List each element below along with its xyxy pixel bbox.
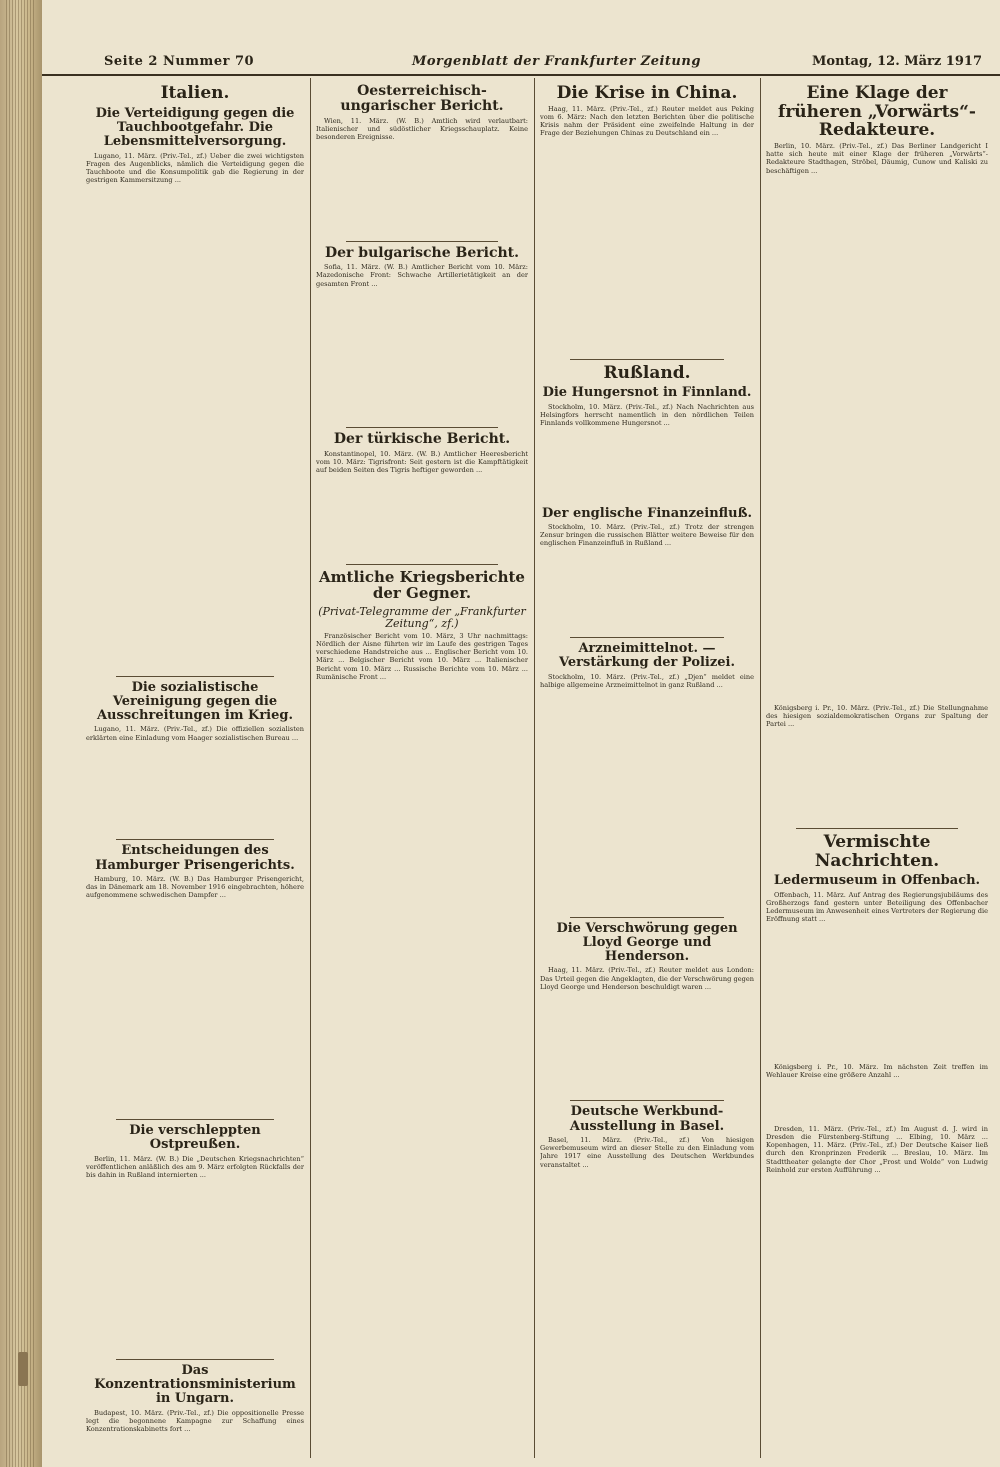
separator	[796, 828, 958, 829]
page-number: Seite 2 Nummer 70	[104, 54, 255, 69]
heading-vermischte: Vermischte Nachrichten.	[814, 832, 940, 871]
heading-klage: Eine Klage der früheren „Vorwärts“-Redakteure.	[778, 83, 976, 141]
article-body	[766, 1063, 988, 1123]
separator	[346, 427, 498, 428]
column-1	[86, 80, 304, 1455]
heading-konzentration: Das Konzentrationsministerium in Ungarn.	[94, 1362, 296, 1407]
column-rule	[310, 78, 311, 1458]
article-body	[316, 632, 528, 1392]
heading-italien: Italien.	[160, 83, 230, 103]
article-text: Stockholm, 10. März. (Priv.-Tel., zf.) „Djen“ meldet eine halbige allgemeine Arzneimittelnot in ganz Rußland ...	[540, 672, 754, 689]
article-text: Französischer Bericht vom 10. März, 3 Uhr nachmittags: Nördlich der Aisne führten wir im Laufe des gestrigen Tages verschiedene Handstreiche aus ... Englischer Bericht vom 10. März ... Belgischer Bericht vom 10. März ... Italienischer Bericht vom 10. März ... Russische Berichte vom 10. März ... Rumänische Front ...	[316, 631, 528, 681]
article-text: Budapest, 10. März. (Priv.-Tel., zf.) Die oppositionelle Presse legt die begonnene Kampagne zur Schaffung eines Konzentrationskabinetts fort ...	[86, 1408, 304, 1433]
article-text: Stockholm, 10. März. (Priv.-Tel., zf.) Trotz der strengen Zensur bringen die russischen Blätter weitere Beweise für den englischen Finanzeinfluß in Rußland ...	[540, 522, 754, 548]
article-body	[766, 1125, 988, 1385]
heading-ostpreussen: Die verschleppten Ostpreußen.	[129, 1123, 261, 1153]
separator	[570, 1100, 724, 1101]
article-body	[766, 704, 988, 824]
article-text: Konstantinopel, 10. März. (W. B.) Amtlicher Heeresbericht vom 10. März: Tigrisfront: Seit gestern ist die Kampftätigkeit auf beiden Seiten des Tigris heftiger geworden ...	[316, 449, 528, 474]
separator	[116, 1359, 274, 1360]
article-body	[540, 523, 754, 633]
article-text: Berlin, 11. März. (W. B.) Die „Deutschen Kriegsnachrichten“ veröffentlichen anläßlich des am 9. März erfolgten Rückfalls der bis dahin in Rußland internierten ...	[86, 1154, 304, 1180]
spine-texture	[6, 0, 36, 1467]
article-text: Haag, 11. März. (Priv.-Tel., zf.) Reuter meldet aus London: Das Urteil gegen die Angeklagten, die der Verschwörung gegen Lloyd George und Henderson beschuldigt waren ...	[540, 966, 754, 991]
separator	[570, 917, 724, 918]
article-body	[86, 152, 304, 672]
heading-werkbund: Deutsche Werkbund-Ausstellung in Basel.	[569, 1104, 725, 1134]
heading-finanzeinfluss: Der englische Finanzeinfluß.	[542, 505, 752, 521]
article-text: Stockholm, 10. März. (Priv.-Tel., zf.) Nach Nachrichten aus Helsingfors herrscht namentlich in den nördlichen Teilen Finnlands vollkommene Hungersnot ...	[540, 402, 754, 428]
heading-russland: Rußland.	[603, 362, 691, 383]
article-body	[316, 263, 528, 423]
article-text: Sofia, 11. März. (W. B.) Amtlicher Bericht vom 10. März: Mazedonische Front: Schwache Artillerietätigkeit an der gesamten Front ...	[316, 263, 528, 288]
page-tab	[18, 1352, 28, 1386]
article-text: Königsberg i. Pr., 10. März. (Priv.-Tel., zf.) Die Stellungnahme des hiesigen sozialdemokratischen Organs zur Spaltung der Partei ...	[766, 704, 988, 729]
article-text: Offenbach, 11. März. Auf Antrag des Regierungsjubiläums des Großherzogs fand gestern unter Beteiligung des Offenbacher Ledermuseum im Anwesenheit eines Vertreters der Regierung die Eröffnung statt ...	[766, 890, 988, 924]
column-2	[316, 80, 528, 1455]
article-text: Wien, 11. März. (W. B.) Amtlich wird verlautbart: Italienischer und südöstlicher Kriegsschauplatz. Keine besonderen Ereignisse.	[316, 116, 528, 142]
article-text: Haag, 11. März. (Priv.-Tel., zf.) Reuter meldet aus Peking vom 6. März: Nach den letzten Berichten über die politische Krisis nahm der Präsident eine zweifelnde Haltung in der Frage der Beziehungen Chinas zu Deutschland ein ...	[540, 104, 754, 138]
article-body	[540, 403, 754, 503]
heading-verschwoerung: Die Verschwörung gegen Lloyd George und Henderson.	[556, 920, 738, 965]
heading-tuerkei: Der türkische Bericht.	[333, 431, 511, 448]
article-text: Lugano, 11. März. (Priv.-Tel., zf.) Ueber die zwei wichtigsten Fragen des Augenblicks, nämlich die Verteidigung gegen die Tauchboote und die Konsumpolitik gab die Regierung in der gestrigen Kammersitzung ...	[86, 151, 304, 185]
article-body	[86, 725, 304, 835]
article-text: Königsberg i. Pr., 10. März. Im nächsten Zeit treffen im Wehlauer Kreise eine größere Anzahl ...	[766, 1062, 988, 1079]
heading-hungersnot: Die Hungersnot in Finnland.	[542, 385, 752, 401]
heading-verteidigung: Die Verteidigung gegen die Tauchbootgefahr. Die Lebensmittelversorgung.	[95, 105, 295, 150]
heading-ledermuseum: Ledermuseum in Offenbach.	[773, 873, 981, 889]
separator	[346, 564, 498, 565]
separator	[116, 1119, 274, 1120]
article-text: Hamburg, 10. März. (W. B.) Das Hamburger Prisengericht, das in Dänemark am 18. November 1916 eingebrachten, höhere aufgenommene schwedischen Dampfer ...	[86, 875, 304, 900]
column-3	[540, 80, 754, 1455]
heading-bulgarien: Der bulgarische Bericht.	[325, 244, 519, 261]
heading-arzneimittelnot: Arzneimittelnot. — Verstärkung der Polizei.	[559, 640, 735, 671]
newspaper-page	[42, 0, 1000, 1467]
article-text: Dresden, 11. März. (Priv.-Tel., zf.) Im August d. J. wird in Dresden die Fürstenberg-Stiftung ... Elbing, 10. März ... Kopenhagen, 11. März. (Priv.-Tel., zf.) Der Deutsche Kaiser ließ durch den Kronprinzen Frederik ... Breslau, 10. März. Im Stadttheater gelangte der Chor „Frost und Wolde“ von Ludwig Reinhold zur ersten Aufführung ...	[766, 1124, 988, 1174]
article-body	[540, 1136, 754, 1336]
article-body	[766, 142, 988, 702]
heading-prisengericht: Entscheidungen des Hamburger Prisengerichts.	[95, 843, 295, 873]
separator	[116, 676, 274, 677]
book-spine	[0, 0, 42, 1467]
newspaper-title: Morgenblatt der Frankfurter Zeitung	[412, 54, 701, 69]
column-rule	[760, 78, 761, 1458]
column-rule	[534, 78, 535, 1458]
issue-date: Montag, 12. März 1917	[812, 54, 982, 69]
article-body	[316, 117, 528, 237]
heading-china: Die Krise in China.	[556, 83, 738, 103]
article-body	[316, 450, 528, 560]
article-body	[540, 673, 754, 913]
article-body	[86, 1409, 304, 1455]
article-body	[540, 966, 754, 1096]
separator	[116, 839, 274, 840]
article-body	[86, 875, 304, 1115]
separator	[570, 359, 724, 360]
page-header	[42, 48, 1000, 76]
article-body	[766, 891, 988, 1061]
subheading-telegramme: (Privat-Telegramme der „Frankfurter Zeitung“, zf.)	[318, 604, 526, 630]
column-4	[766, 80, 988, 1455]
article-text: Basel, 11. März. (Priv.-Tel., zf.) Von hiesigen Gewerbemuseum wird an dieser Stelle zu den Einladung vom Jahre 1917 eine Ausstellung des Deutschen Werkbundes veranstaltet ...	[540, 1136, 754, 1169]
article-text: Berlin, 10. März. (Priv.-Tel., zf.) Das Berliner Landgericht I hatte sich heute mit einer Klage der früheren „Vorwärts“-Redakteure Stadthagen, Ströbel, Däumig, Cunow und Kaliski zu beschäftigen ...	[766, 142, 988, 175]
heading-sozialisten: Die sozialistische Vereinigung gegen die Ausschreitungen im Krieg.	[96, 679, 294, 724]
separator	[570, 637, 724, 638]
heading-oesterreich: Oesterreichisch-ungarischer Bericht.	[340, 83, 504, 115]
article-body	[540, 105, 754, 355]
separator	[346, 241, 498, 242]
article-text: Lugano, 11. März. (Priv.-Tel., zf.) Die offiziellen sozialisten erklärten eine Einladung vom Haager sozialistischen Bureau ...	[86, 725, 304, 742]
heading-gegner: Amtliche Kriegsberichte der Gegner.	[319, 567, 525, 603]
article-body	[86, 1155, 304, 1355]
